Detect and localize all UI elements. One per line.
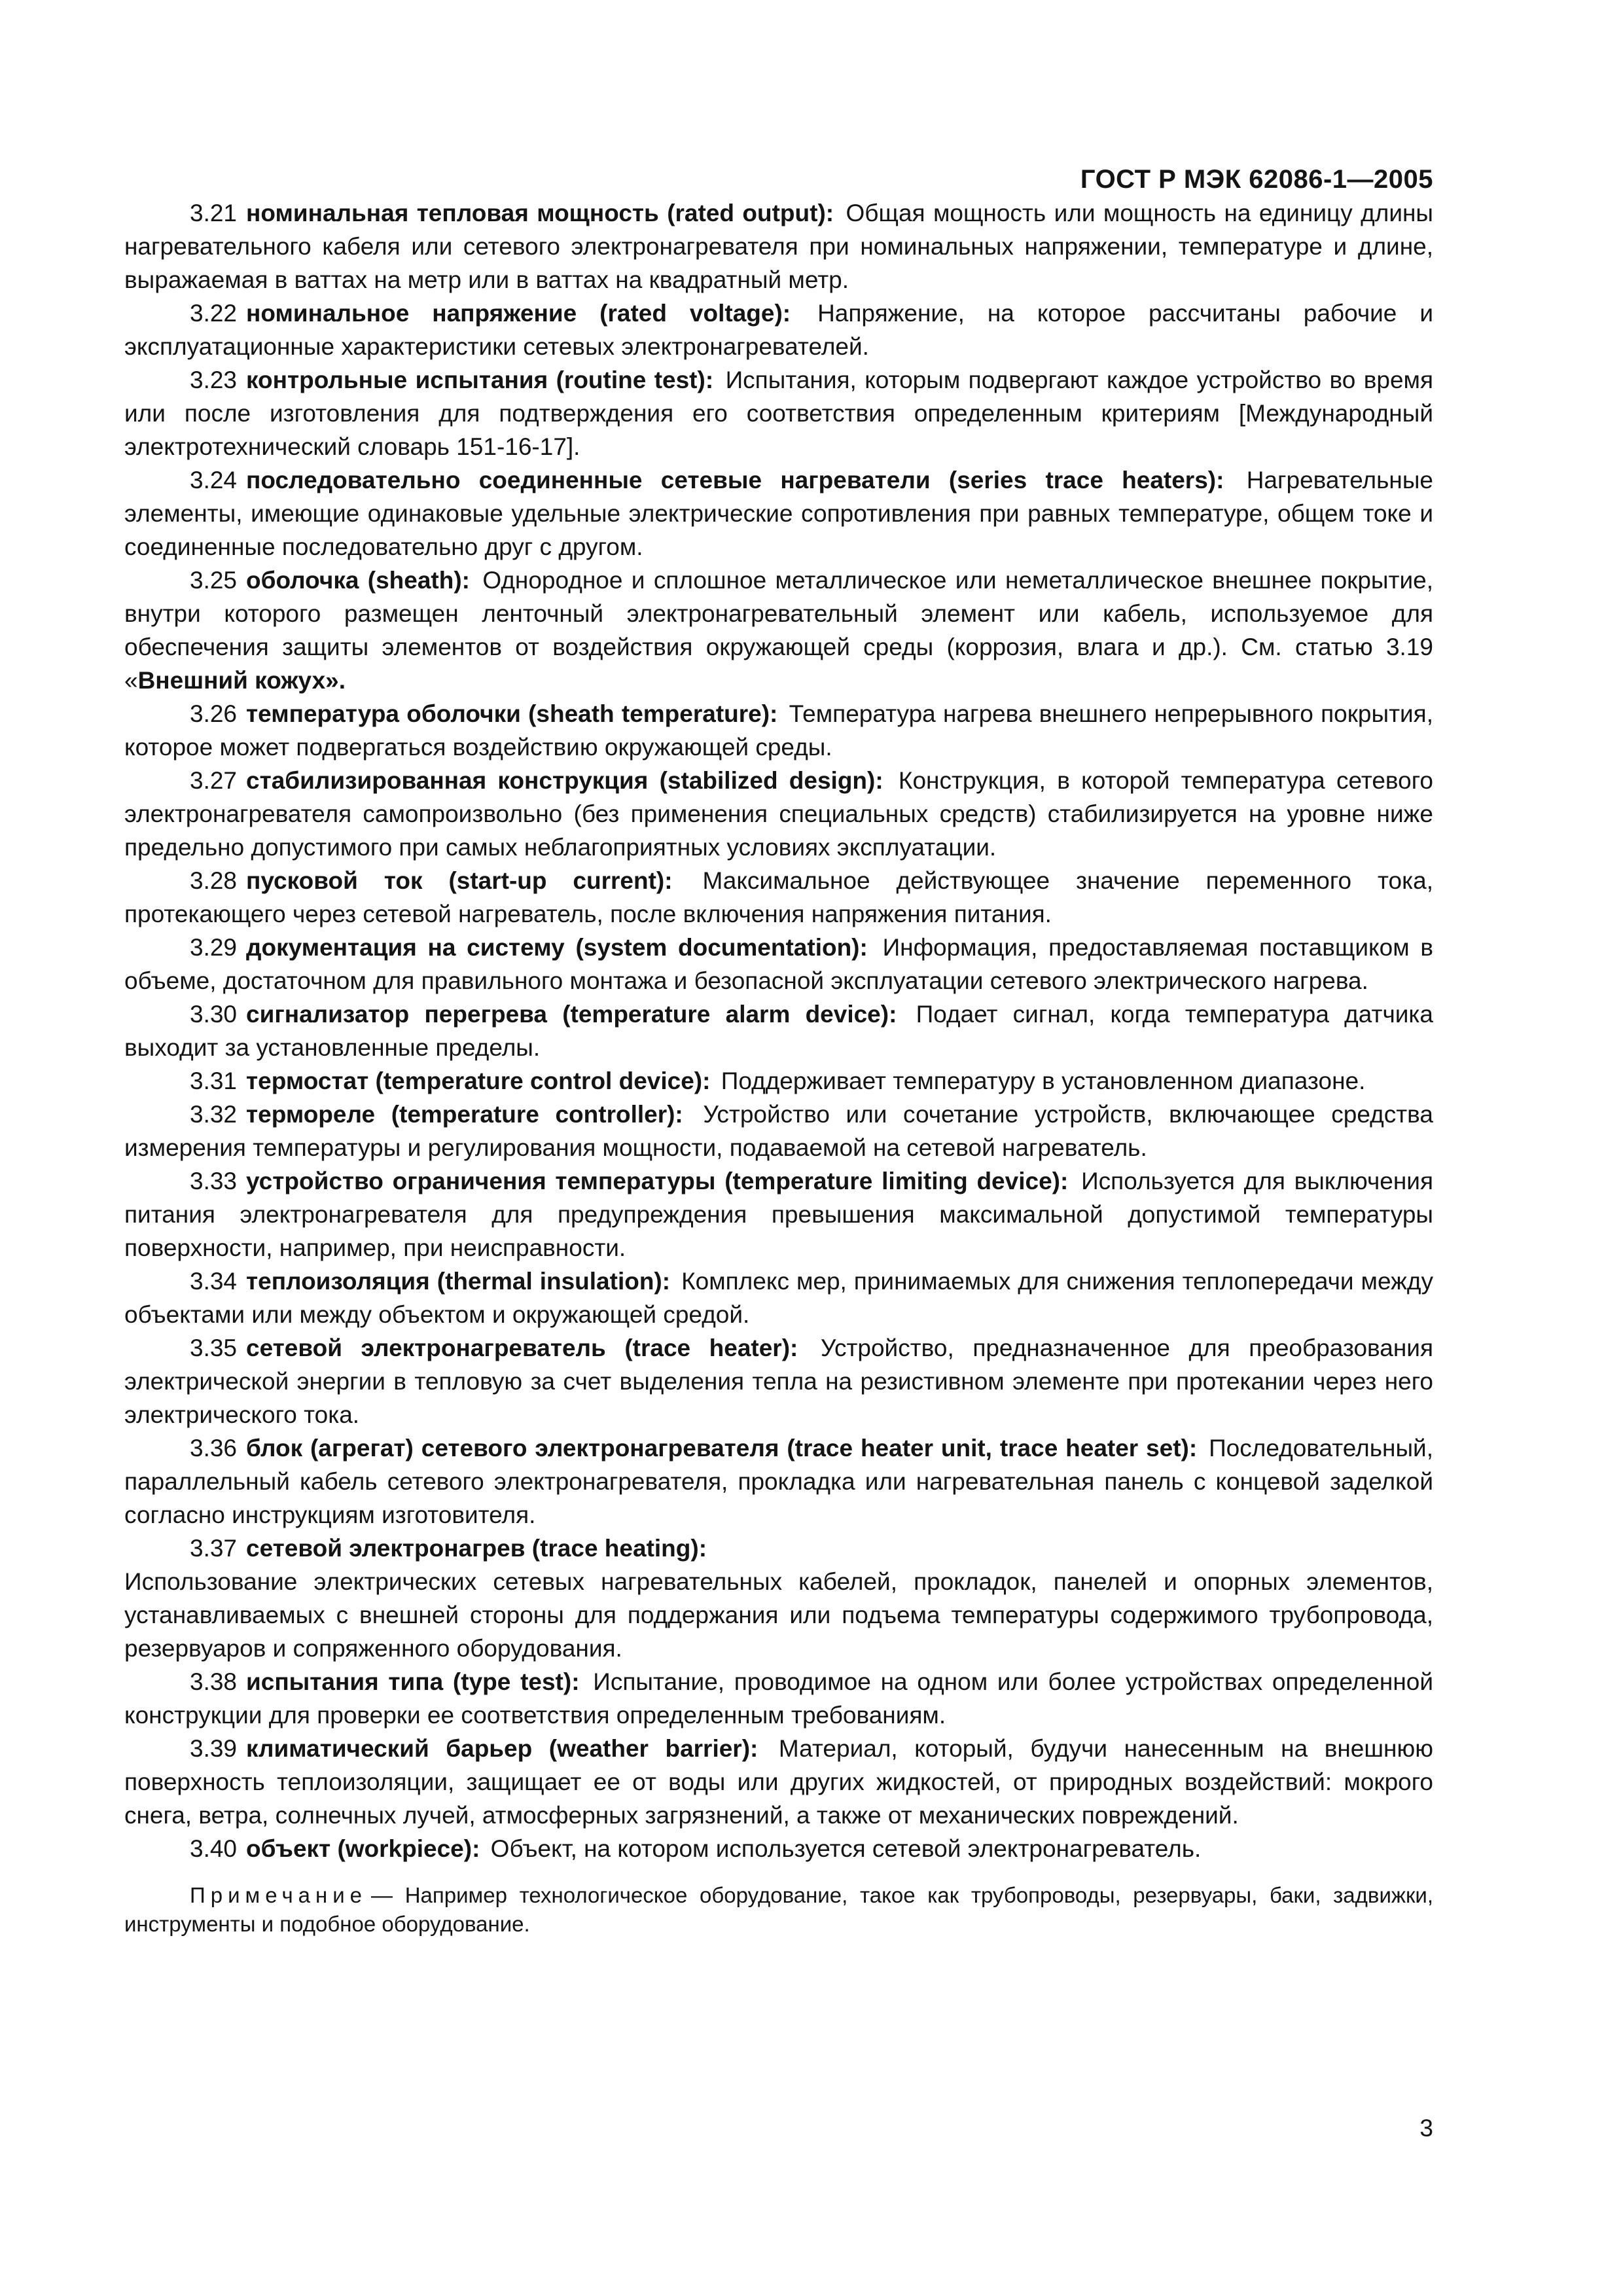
definition-text: Максимальное действующее значение переменного тока, протекающего через сетевой нагреватель, после включения напряжения питания.: [124, 867, 1433, 927]
definition-text: Общая мощность или мощность на единицу длины нагревательного кабеля или сетевого электронагревателя при номинальных напряжении, температуре и длине, выражаемая в ваттах на метр или в ваттах на квадратный метр.: [124, 200, 1434, 293]
definition-text: Температура нагрева внешнего непрерывного покрытия, которое может подвергаться воздействию окружающей среды.: [124, 700, 1434, 761]
clause-number: 3.22: [190, 300, 238, 327]
term: устройство ограничения температуры (temperature limiting device):: [246, 1168, 1069, 1194]
term: климатический барьер (weather barrier):: [246, 1735, 758, 1762]
term: термореле (temperature controller):: [246, 1101, 683, 1128]
definition-text: Нагревательные элементы, имеющие одинаковые удельные электрические сопротивления при равных температуре, общем токе и соединенные последовательно друг с другом.: [124, 467, 1434, 560]
definition-text: Устройство или сочетание устройств, включающее средства измерения температуры и регулирования мощности, подаваемой на сетевой нагреватель.: [124, 1101, 1433, 1161]
definition-entry: [124, 1732, 1433, 1832]
definition-entry: [124, 1164, 1433, 1265]
note-text: — Например технологическое оборудование, такое как трубопроводы, резервуары, баки, задвижки, инструменты и подобное оборудование.: [124, 1883, 1433, 1936]
term: блок (агрегат) сетевого электронагревателя (trace heater unit, trace heater set):: [246, 1435, 1198, 1462]
definition-text: Комплекс мер, принимаемых для снижения теплопередачи между объектами или между объектом и окружающей средой.: [124, 1268, 1433, 1328]
clause-number: 3.34: [190, 1268, 238, 1295]
note-label: Примечание: [190, 1883, 368, 1907]
definition-text: Устройство, предназначенное для преобразования электрической энергии в тепловую за счет выделения тепла на резистивном элементе при протекании через него электрического тока.: [124, 1335, 1434, 1428]
definition-entry: [124, 1665, 1433, 1732]
definition-text: Напряжение, на которое рассчитаны рабочие и эксплуатационные характеристики сетевых электронагревателей.: [124, 300, 1434, 360]
definition-text: Информация, предоставляемая поставщиком в объеме, достаточном для правильного монтажа и безопасной эксплуатации сетевого электрического нагрева.: [124, 934, 1434, 994]
definition-text: Конструкция, в которой температура сетевого электронагревателя самопроизвольно (без применения специальных средств) стабилизируется на уровне ниже предельно допустимого при самых неблагоприятных условиях эксплуатации.: [124, 767, 1434, 861]
definition-entry: [124, 997, 1433, 1064]
term: объект (workpiece):: [246, 1835, 480, 1862]
definition-entry: [124, 363, 1433, 463]
definition-entry: [124, 196, 1433, 296]
term: испытания типа (type test):: [246, 1668, 580, 1695]
term: стабилизированная конструкция (stabilized design):: [246, 767, 883, 794]
definition-entry: [124, 697, 1433, 764]
clause-number: 3.23: [190, 367, 238, 393]
term: номинальная тепловая мощность (rated output):: [246, 200, 834, 226]
clause-number: 3.40: [190, 1835, 238, 1862]
clause-number: 3.38: [190, 1668, 238, 1695]
term: термостат (temperature control device):: [246, 1067, 711, 1094]
definition-text: Однородное и сплошное металлическое или неметаллическое внешнее покрытие, внутри которого размещен ленточный электронагревательный элемент или кабель, используемое для обеспечения защиты элементов от воздействия окружающей среды (коррозия, влага и др.). См. статью 3.19 «: [124, 567, 1433, 694]
definition-entry: [124, 296, 1433, 363]
clause-number: 3.36: [190, 1435, 238, 1462]
definition-text: Объект, на котором используется сетевой электронагреватель.: [490, 1835, 1202, 1862]
clause-number: 3.35: [190, 1335, 238, 1361]
clause-number: 3.32: [190, 1101, 238, 1128]
definition-entry: [124, 564, 1433, 697]
page-number: 3: [1419, 2115, 1433, 2142]
definition-entry: [124, 1532, 1433, 1565]
term: последовательно соединенные сетевые нагреватели (series trace heaters):: [246, 467, 1224, 493]
term: сигнализатор перегрева (temperature alarm device):: [246, 1001, 897, 1028]
term: сетевой электронагреватель (trace heater):: [246, 1335, 798, 1361]
term: пусковой ток (start-up current):: [246, 867, 673, 894]
definition-entry: [124, 463, 1433, 564]
clause-number: 3.24: [190, 467, 238, 493]
term: документация на систему (system documentation):: [246, 934, 868, 961]
term: теплоизоляция (thermal insulation):: [246, 1268, 671, 1295]
definition-entry: [124, 1098, 1433, 1164]
definition-entry: [124, 1431, 1433, 1532]
clause-number: 3.33: [190, 1168, 238, 1194]
note: [124, 1881, 1433, 1939]
definition-text: Испытания, которым подвергают каждое устройство во время или после изготовления для подтверждения его соответствия определенным критериям [Международный электротехнический словарь 151-16-17].: [124, 367, 1433, 460]
clause-number: 3.30: [190, 1001, 238, 1028]
clause-number: 3.28: [190, 867, 238, 894]
clause-number: 3.29: [190, 934, 238, 961]
term: оболочка (sheath):: [246, 567, 470, 594]
term: контрольные испытания (routine test):: [246, 367, 714, 393]
definition-text: Используется для выключения питания электронагревателя для предупреждения превышения максимальной допустимой температуры поверхности, например, при неисправности.: [124, 1168, 1433, 1261]
cross-reference: Внешний кожух».: [137, 667, 346, 694]
definition-entry: [124, 764, 1433, 864]
definition-entry: [124, 864, 1433, 931]
definition-entry: [124, 1064, 1433, 1098]
clause-number: 3.37: [190, 1535, 238, 1562]
definition-text: Последовательный, параллельный кабель сетевого электронагревателя, прокладка или нагревательная панель с концевой заделкой согласно инструкциям изготовителя.: [124, 1435, 1433, 1528]
definition-entry: [124, 1832, 1433, 1865]
term: номинальное напряжение (rated voltage):: [246, 300, 791, 327]
definition-entry: [124, 931, 1433, 997]
definition-text: Поддерживает температуру в установленном диапазоне.: [721, 1067, 1366, 1094]
definitions-content: [124, 196, 1433, 1939]
clause-number: 3.26: [190, 700, 238, 727]
clause-number: 3.25: [190, 567, 238, 594]
document-code-header: ГОСТ Р МЭК 62086-1—2005: [1080, 165, 1433, 194]
clause-number: 3.39: [190, 1735, 238, 1762]
clause-number: 3.31: [190, 1067, 238, 1094]
term: сетевой электронагрев (trace heating):: [246, 1535, 707, 1562]
term: температура оболочки (sheath temperature):: [246, 700, 778, 727]
trace-heating-definition: Использование электрических сетевых нагревательных кабелей, прокладок, панелей и опорных элементов, устанавливаемых с внешней стороны для поддержания или подъема температуры содержимого трубопровода, резервуаров и сопряженного оборудования.: [124, 1568, 1433, 1662]
definition-entry: [124, 1265, 1433, 1331]
definition-text: Подает сигнал, когда температура датчика выходит за установленные пределы.: [124, 1001, 1434, 1061]
definition-text: Испытание, проводимое на одном или более устройствах определенной конструкции для проверки ее соответствия определенным требованиям.: [124, 1668, 1434, 1729]
definition-entry: [124, 1331, 1433, 1431]
definition-text: Материал, который, будучи нанесенным на внешнюю поверхность теплоизоляции, защищает ее от воды или других жидкостей, от природных воздействий: мокрого снега, ветра, солнечных лучей, атмосферных загрязнений, а также от механических повреждений.: [124, 1735, 1433, 1829]
clause-number: 3.21: [190, 200, 238, 226]
clause-number: 3.27: [190, 767, 238, 794]
